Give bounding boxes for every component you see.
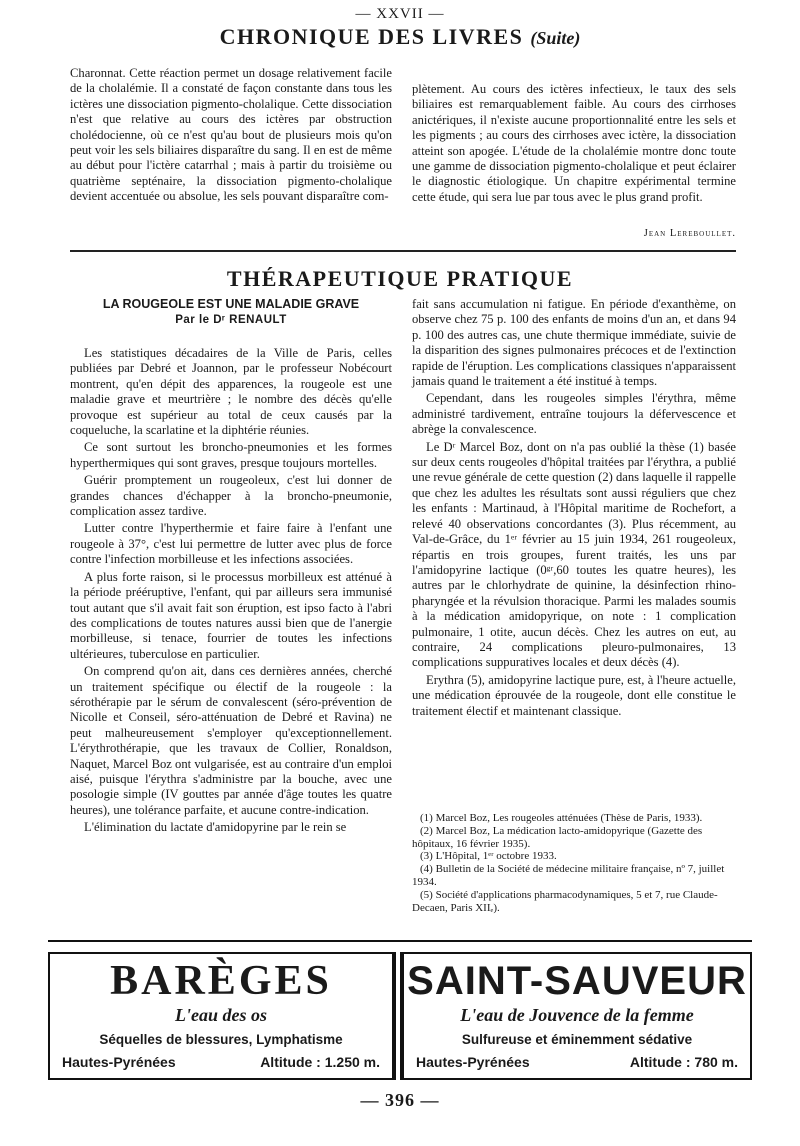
paragraph: Cependant, dans les rougeoles simples l'érythra, même administré tardivement, entraîne toujours la défervescence et abrège la convalescence. bbox=[412, 391, 736, 437]
article-right-column bbox=[412, 297, 736, 721]
paragraph: On comprend qu'on ait, dans ces dernières années, cherché un traitement spécifique ou électif de la rougeole : la sérothérapie par le sérum de convalescent (séro-prévention de Nicolle et Conseil, séro-atténuation de Debré et Ravina) ne peut malheureusement s'employer qu'exceptionnellement. L'érythrothérapie, que les travaux de Collier, Ronaldson, Naquet, Marcel Boz ont vulgarisée, est au contraire d'un emploi aisé, puisque l'érythra s'administre par la bouche, avec une posologie simple (IV gouttes par année d'âge toutes les quatre heures), une tolérance parfaite, et aucune contre-indication. bbox=[70, 664, 392, 817]
chronique-title-text: CHRONIQUE DES LIVRES bbox=[219, 24, 524, 49]
ad-altitude: Altitude : 780 m. bbox=[629, 1054, 738, 1070]
ad-slogan: L'eau des os bbox=[175, 1005, 267, 1025]
paragraph: Le Dʳ Marcel Boz, dont on n'a pas oublié la thèse (1) basée sur deux cents rougeoles d'hôpital traitées par l'érythra, a publié une revue générale de cette question (2) dans laquelle il rappelle que chez les adultes les résultats sont aussi réguliers que chez les enfants : Martinaud, à l'Hôpital maritime de Rochefort, a relevé 40 observations concordantes (3). Plus récemment, au Val-de-Grâce, du 1ᵉʳ février au 15 juin 1934, 261 rougeoleux, répartis en trois groupes, furent traités, les uns par l'amidopyrine lactique (0ᵍʳ,60 toutes les quatre heures), les autres par le chlorhydrate de quinine, la désinfection rhino-pharyngée et la révulsion thoracique. Parmi les malades soumis à la médication amidopyrique, on note : 1 complication pulmonaire, 1 otite, aucun décès. Chez les autres on eut, au contraire, 24 complications pleuro-pulmonaires, 13 complications suppuratives locales et deux décès (4). bbox=[412, 439, 736, 670]
ad-altitude: Altitude : 1.250 m. bbox=[260, 1054, 380, 1070]
paragraph: Lutter contre l'hyperthermie et faire faire à l'enfant une rougeole à 37°, c'est lui permettre de lutter avec plus de force contre l'infection morbilleuse et les infections associées. bbox=[70, 521, 392, 567]
footnote: (5) Société d'applications pharmacodynamiques, 5 et 7, rue Claude-Decaen, Paris XIIₑ). bbox=[412, 888, 718, 914]
chronique-signature: Jean Lereboullet. bbox=[643, 228, 736, 239]
ad-location: Hautes-Pyrénées bbox=[62, 1054, 176, 1070]
therapeutique-title: THÉRAPEUTIQUE PRATIQUE bbox=[226, 266, 574, 291]
ad-name: SAINT-SAUVEUR bbox=[407, 959, 747, 1003]
ad-footer bbox=[62, 1054, 380, 1070]
page-header: — XXVII — bbox=[355, 6, 445, 22]
footnote: (4) Bulletin de la Société de médecine militaire française, nº 7, juillet 1934. bbox=[412, 863, 725, 888]
paragraph: A plus forte raison, si le processus morbilleux est atténué à la période prééruptive, l'enfant, qui par ailleurs sera immunisé tout autant que s'il avait fait son éruption, est ipso facto à l'abri des complications de toutes natures aussi bien que de l'anergie morbilleuse, si tenace, fourrier de toutes les infections ultérieures, tuberculose en particulier. bbox=[70, 569, 392, 661]
page-number: — 396 — bbox=[360, 1090, 440, 1110]
footnote: (3) L'Hôpital, 1ᵉʳ octobre 1933. bbox=[420, 850, 557, 863]
paragraph: L'élimination du lactate d'amidopyrine par le rein se bbox=[84, 820, 347, 835]
paragraph: Erythra (5), amidopyrine lactique pure, est, à l'heure actuelle, une médication éprouvée de la rougeole, dont elle constitue le traitement électif et maintenant classique. bbox=[412, 672, 736, 718]
chronique-title bbox=[0, 24, 800, 50]
footnote: (2) Marcel Boz, La médication lacto-amidopyrique (Gazette des hôpitaux, 16 février 1935). bbox=[412, 824, 703, 850]
chronique-left-column bbox=[70, 66, 392, 205]
article-author: Par le Dʳ RENAULT bbox=[175, 314, 287, 326]
paragraph: Ce sont surtout les broncho-pneumonies et les formes hyperthermiques qui sont graves, presque toujours mortelles. bbox=[70, 440, 392, 470]
footnotes bbox=[412, 812, 736, 914]
saint-sauveur-advertisement bbox=[400, 952, 752, 1080]
chronique-right-text: plètement. Au cours des ictères infectieux, le taux des sels biliaires est remarquablement faible. Au cours des cirrhoses anictériques, il n'existe aucune proportionnalité entre les sels et les pigments ; au cours des cirrhoses avec ictère, la dissociation atteint son apogée. L'étude de la cholalémie montre donc toute une gamme de dissociation pigmento-cholalique et peut éclairer le diagnostic étiologique. Un chapitre expérimental termine cette étude, qui sera lue par tous avec le plus grand profit. bbox=[412, 82, 736, 204]
article-left-column bbox=[70, 346, 392, 838]
ad-description: Sulfureuse et éminemment sédative bbox=[461, 1032, 693, 1047]
ad-location: Hautes-Pyrénées bbox=[416, 1054, 530, 1070]
article-title: LA ROUGEOLE EST UNE MALADIE GRAVE bbox=[102, 297, 360, 311]
ad-description: Séquelles de blessures, Lymphatisme bbox=[99, 1032, 343, 1047]
chronique-left-text: Charonnat. Cette réaction permet un dosage relativement facile de la cholalémie. Il a constaté de façon constante dans tous les ictères une dissociation pigmento-cholalique. Cette dissociation n'est que relative au cours des ictères par obstruction cholédocienne, où ce n'est qu'au bout de plusieurs mois qu'on peut voir les sels biliaires disparaître du sang. Il en est de même au début pour l'ictère catarrhal ; mais à partir du troisième ou quatrième septénaire, la dissociation pigmento-cholalique devient accentuée ou absolue, les sels pouvant disparaître com- bbox=[70, 66, 392, 204]
ad-divider bbox=[48, 940, 752, 942]
paragraph: fait sans accumulation ni fatigue. En période d'exanthème, on observe chez 75 p. 100 des enfants de moins d'un an, et dans 94 p. 100 des autres cas, une chute thermique immédiate, suivie de la disparition des signes pulmonaires précoces et de l'extinction rapide de l'éruption. Les complications classiques n'apparaissent jamais quand le traitement a été institué à temps. bbox=[412, 297, 736, 389]
ad-slogan: L'eau de Jouvence de la femme bbox=[460, 1005, 694, 1025]
bareges-advertisement bbox=[48, 952, 396, 1080]
section-divider bbox=[70, 250, 736, 252]
ad-name: BARÈGES bbox=[110, 958, 332, 1004]
ad-footer bbox=[416, 1054, 738, 1070]
paragraph: Guérir promptement un rougeoleux, c'est lui donner de grandes chances d'échapper à la broncho-pneumonie, complication assez tardive. bbox=[70, 473, 392, 519]
chronique-title-suffix: (Suite) bbox=[530, 28, 581, 48]
paragraph: Les statistiques décadaires de la Ville de Paris, celles publiées par Debré et Joannon, par le professeur Nobécourt montrent, qu'en dépit des apparences, la rougeole est une maladie grave et meurtrière ; le nombre des décès qu'elle provoque est supérieur au total de ceux causés par la coqueluche, la scarlatine et la diphtérie réunies. bbox=[70, 346, 392, 438]
footnote: (1) Marcel Boz, Les rougeoles atténuées (Thèse de Paris, 1933). bbox=[420, 812, 703, 824]
chronique-right-column bbox=[412, 82, 736, 205]
